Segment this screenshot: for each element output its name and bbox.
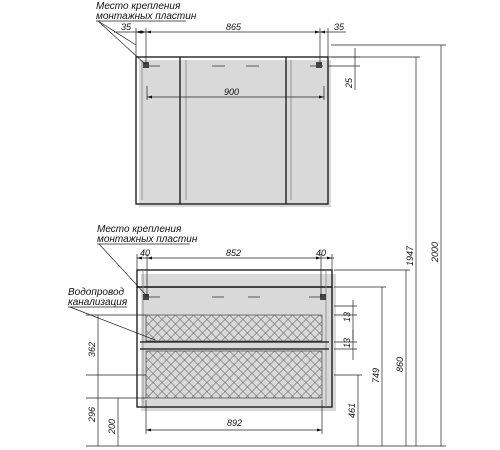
water-supply-label-line1: Водопровод <box>68 287 125 298</box>
dim-362: 362 <box>87 341 97 357</box>
mirror-width: 900 <box>224 87 240 97</box>
vanity-gap-dimensions <box>334 300 357 360</box>
dim-749: 749 <box>371 367 381 383</box>
right-vertical-dimensions <box>331 45 446 446</box>
dim-461: 461 <box>347 402 357 418</box>
mirror-top-offset: 25 <box>344 77 354 88</box>
dim-296: 296 <box>87 406 97 422</box>
mirror-shadow <box>139 60 331 207</box>
mirror-mount-note-line2: монтажных пластин <box>96 11 197 22</box>
dim-2000: 2000 <box>430 241 440 262</box>
vanity-gap-mid: 13 <box>342 337 352 348</box>
dim-1947: 1947 <box>405 245 415 266</box>
vanity-lower-drawer <box>146 351 322 398</box>
vanity-mount-note-line1: Место крепления <box>97 224 182 235</box>
mirror-cabinet <box>96 1 360 207</box>
water-supply-label-line2: канализация <box>68 297 128 308</box>
dim-860: 860 <box>395 356 405 372</box>
dim-200: 200 <box>107 418 117 434</box>
vanity-right-offset: 40 <box>316 248 327 258</box>
mirror-mount-note-line1: Место крепления <box>96 1 181 12</box>
mirror-left-offset: 35 <box>121 22 132 32</box>
mirror-right-offset: 35 <box>334 22 345 32</box>
vanity-mount-spacing: 852 <box>226 248 242 258</box>
vanity-left-offset: 40 <box>140 248 151 258</box>
vanity-mount-note-line2: монтажных пластин <box>97 234 198 245</box>
vanity-upper-drawer <box>146 315 322 341</box>
vanity-gap-top: 13 <box>342 311 352 322</box>
vanity-cabinet <box>68 224 357 434</box>
vanity-width: 892 <box>227 418 243 428</box>
mirror-top-dimension <box>114 28 346 64</box>
mirror-mount-spacing: 865 <box>226 22 242 32</box>
